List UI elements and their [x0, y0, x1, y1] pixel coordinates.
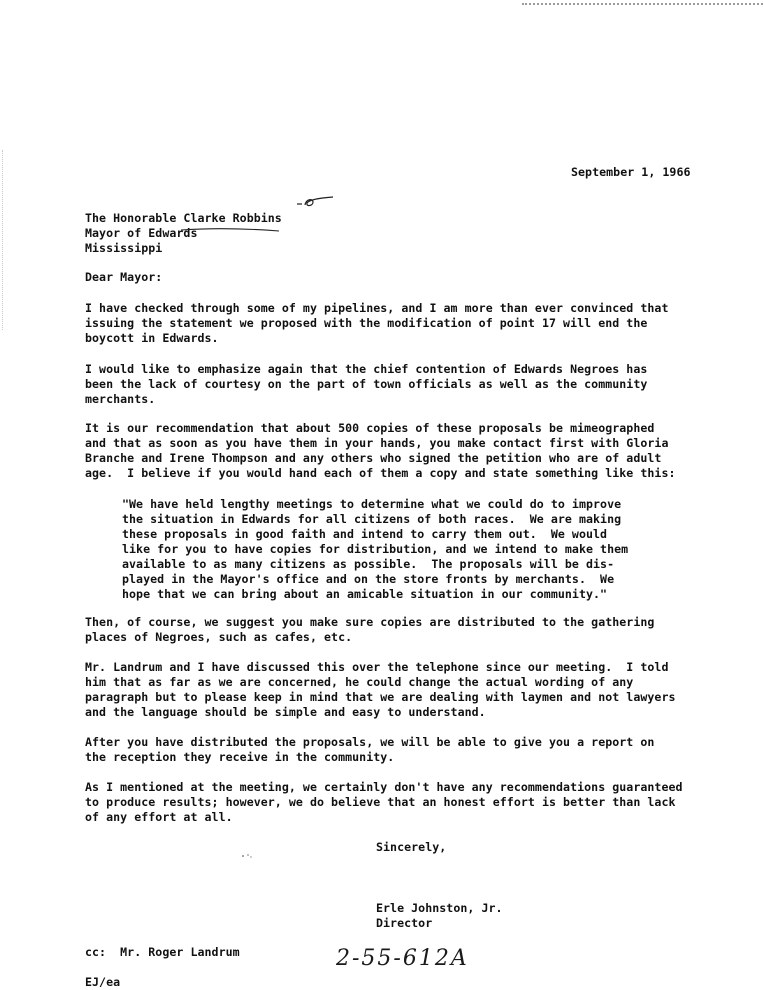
text-line: him that as far as we are concerned, he could change the actual wording of any: [85, 675, 634, 689]
recipient-address: [85, 211, 282, 256]
typist-initials: [85, 975, 120, 990]
closing-text: Sincerely,: [376, 840, 447, 854]
text-line: I would like to emphasize again that the chief contention of Edwards Negroes has: [85, 362, 648, 376]
text-line: issuing the statement we proposed with the modification of point 17 will end the: [85, 316, 648, 330]
signer-name: Erle Johnston, Jr.: [376, 901, 503, 915]
scan-speck: [240, 853, 254, 859]
text-line: the reception they receive in the community.: [85, 750, 395, 764]
text-line: paragraph but to please keep in mind that we are dealing with laymen and not lawyers: [85, 690, 676, 704]
salutation: [85, 270, 162, 285]
text-line: I have checked through some of my pipelines, and I am more than ever convinced that: [85, 301, 669, 315]
text-line: to produce results; however, we do believe that an honest effort is better than lack: [85, 795, 676, 809]
address-line: The Honorable Clarke Robbins: [85, 211, 282, 225]
text-line: As I mentioned at the meeting, we certainly don't have any recommendations guaranteed: [85, 780, 683, 794]
text-line: of any effort at all.: [85, 810, 233, 824]
cc-text: cc: Mr. Roger Landrum: [85, 945, 240, 959]
quote-line: these proposals in good faith and intend to carry them out. We would: [122, 527, 608, 541]
scan-edge-mark: [2, 150, 3, 330]
quote-line: played in the Mayor's office and on the store fronts by merchants. We: [122, 572, 615, 586]
paragraph-2: [85, 362, 647, 407]
text-line: It is our recommendation that about 500 copies of these proposals be mimeographed: [85, 421, 655, 435]
quote-line: the situation in Edwards for all citizens of both races. We are making: [122, 512, 622, 526]
text-line: been the lack of courtesy on the part of town officials as well as the community: [85, 377, 648, 391]
text-line: and that as soon as you have them in your hands, you make contact first with Gloria: [85, 436, 669, 450]
handwritten-file-number: 2-55-612A: [336, 946, 469, 971]
quoted-statement: [122, 497, 628, 602]
handwritten-underline: [180, 227, 280, 233]
quote-line: hope that we can bring about an amicable situation in our community.": [122, 587, 608, 601]
paragraph-1: [85, 301, 669, 346]
quote-line: available to as many citizens as possible. The proposals will be dis-: [122, 557, 615, 571]
paragraph-4: [85, 615, 654, 645]
pen-annotation-icon: [295, 193, 335, 211]
complimentary-close: [376, 840, 446, 855]
text-line: Mr. Landrum and I have discussed this over the telephone since our meeting. I told: [85, 660, 669, 674]
quote-line: like for you to have copies for distribution, and we intend to make them: [122, 542, 629, 556]
paragraph-7: [85, 780, 683, 825]
paragraph-5: [85, 660, 676, 720]
text-line: age. I believe if you would hand each of them a copy and state something like this:: [85, 466, 676, 480]
text-line: merchants.: [85, 392, 156, 406]
text-line: Branche and Irene Thompson and any others who signed the petition who are of adult: [85, 451, 662, 465]
initials-text: EJ/ea: [85, 975, 121, 989]
text-line: After you have distributed the proposals, we will be able to give you a report on: [85, 735, 655, 749]
signer-title: Director: [376, 916, 433, 930]
signature-block: [376, 901, 503, 931]
paragraph-3: [85, 421, 676, 481]
salutation-text: Dear Mayor:: [85, 270, 163, 284]
carbon-copy-line: [85, 945, 240, 960]
text-line: places of Negroes, such as cafes, etc.: [85, 630, 353, 644]
letter-date: [571, 165, 691, 180]
address-line: Mississippi: [85, 241, 163, 255]
text-line: and the language should be simple and easy to understand.: [85, 705, 486, 719]
quote-line: "We have held lengthy meetings to determine what we could do to improve: [122, 497, 622, 511]
text-line: boycott in Edwards.: [85, 331, 219, 345]
date-text: September 1, 1966: [571, 165, 691, 179]
address-line: Mayor of Edwards: [85, 226, 198, 240]
paragraph-6: [85, 735, 654, 765]
top-dotted-rule: [522, 3, 763, 5]
text-line: Then, of course, we suggest you make sure copies are distributed to the gathering: [85, 615, 655, 629]
